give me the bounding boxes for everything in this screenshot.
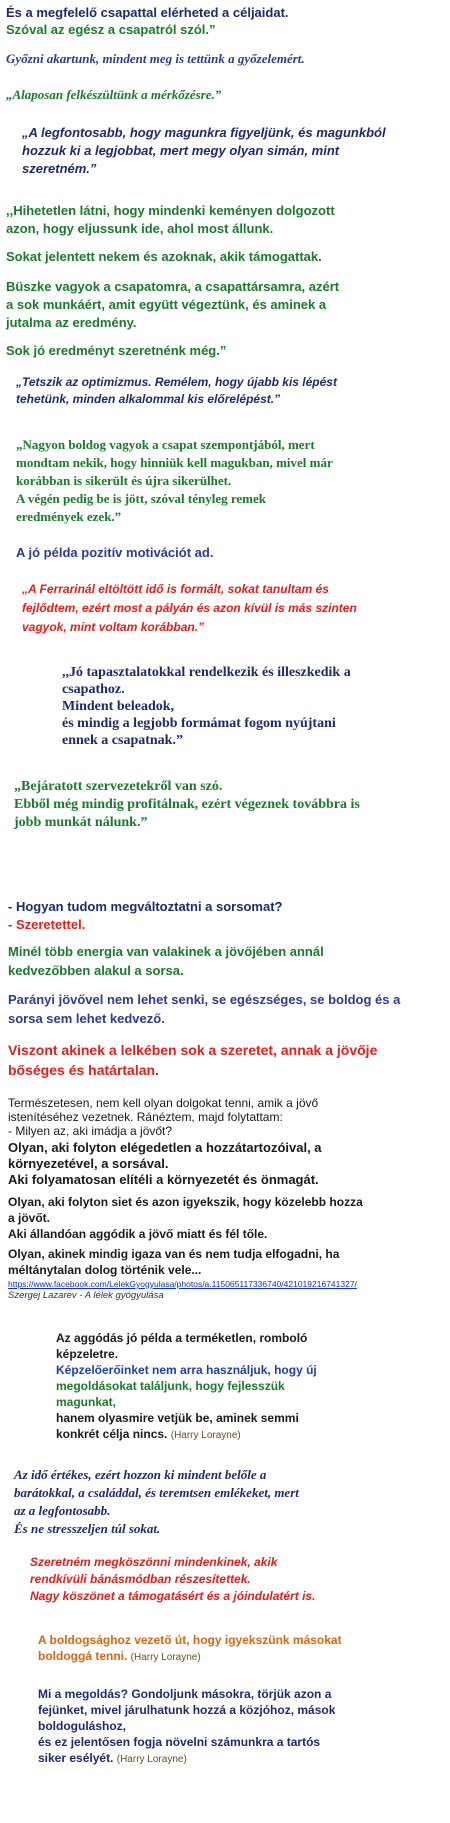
text-line: jutalma az eredmény.: [6, 315, 137, 330]
text-line: rendkívüli bánásmódban részesítettek.: [30, 1572, 251, 1586]
text-line: csapathoz.: [62, 682, 125, 697]
text-line: Minél több energia van valakinek a jövőjében annál: [8, 944, 324, 959]
text-line: az a legfontosabb.: [14, 1503, 111, 1518]
text-line: tehetünk, minden alkalommal kis előrelépést.”: [16, 392, 281, 406]
text-line: barátokkal, a családdal, és teremtsen emlékeket, mert: [14, 1485, 299, 1500]
quote-hard-work: [6, 202, 335, 238]
text-line: korábban is sikerült és újra sikerülhet.: [16, 473, 232, 488]
quote-good-example: [16, 544, 213, 561]
text-line: Nagy köszönet a támogatásért és a jóindulatért is.: [30, 1589, 316, 1603]
text-line: méltánytalan dolog történik vele...: [8, 1263, 202, 1277]
text-fragment: siker esélyét.: [38, 1751, 114, 1765]
text-line: szeretném.”: [22, 161, 97, 176]
text-line: Győzni akartunk, mindent meg is tettünk a győzelemért.: [6, 51, 305, 66]
text-line: Sokat jelentett nekem és azoknak, akik támogattak.: [6, 249, 322, 264]
text-line: „Nagyon boldog vagyok a csapat szempontjából, mert: [16, 437, 315, 452]
text-line: Olyan, aki folyton siet és azon igyekszik, hogy közelebb hozza: [8, 1195, 363, 1209]
quote-thanks: [30, 1554, 315, 1605]
text-line: ,,Jó tapasztalatokkal rendelkezik és illeszkedik a: [62, 665, 351, 680]
text-line: jobb munkát nálunk.”: [14, 815, 148, 830]
text-line: A végén pedig be is jött, szóval tényleg remek: [16, 491, 266, 506]
quote-optimism: [16, 374, 337, 408]
text-line: mondtam nekik, hogy hinniük kell magukban, mivel már: [16, 455, 333, 470]
text-line: Aki folyamatosan elítéli a környezetét és önmagát.: [8, 1172, 319, 1187]
text-line: kedvezőbben alakul a sorsa.: [8, 963, 184, 978]
text-hurry: [8, 1194, 363, 1242]
quote-support: [6, 248, 322, 265]
text-line: bőséges és határtalan.: [8, 1062, 159, 1078]
text-line: - Szeretettel.: [8, 917, 86, 932]
text-line: környezetével, a sorsával.: [8, 1156, 169, 1171]
text-line: boldoguláshoz,: [38, 1719, 126, 1733]
text-line: vagyok, mint voltam korábban.”: [22, 620, 205, 634]
text-line: Mindent beleadok,: [62, 699, 175, 714]
text-line: Az idő értékes, ezért hozzon ki mindent belőle a: [14, 1467, 267, 1482]
quote-time-valuable: [14, 1466, 299, 1538]
text-line: „Bejáratott szervezetekről van szó.: [14, 779, 223, 794]
text-line: és ez jelentősen fogja növelni számunkra a tartós: [38, 1735, 321, 1749]
text-line-with-author: [38, 1648, 342, 1666]
quote-solution: [38, 1686, 335, 1768]
text-love-future: [8, 1040, 377, 1080]
text-line: Viszont akinek a lelkében sok a szeretet, annak a jövője: [8, 1042, 378, 1058]
text-line: „Alaposan felkészültünk a mérkőzésre.”: [6, 87, 222, 102]
quote-happiness-road: [38, 1632, 342, 1666]
text-line: magunkat,: [56, 1395, 117, 1409]
text-line: fejlődtem, ezért most a pályán és azon kívül is más szinten: [22, 601, 357, 615]
text-line: „Tetszik az optimizmus. Remélem, hogy újabb kis lépést: [16, 375, 337, 389]
text-line: „A legfontosabb, hogy magunkra figyeljünk, és magunkból: [22, 125, 386, 140]
text-line: azon, hogy eljussunk ide, ahol most állunk.: [6, 221, 274, 236]
text-line: - Hogyan tudom megváltoztatni a sorsomat?: [8, 899, 283, 914]
quote-more-results: [6, 342, 226, 359]
text-line: hozzuk ki a legjobbat, mert megy olyan simán, mint: [22, 143, 340, 158]
quote-organizations: [14, 778, 360, 832]
text-line: és mindig a legjobb formámat fogom nyújtani: [62, 716, 336, 731]
text-line: Olyan, aki folyton elégedetlen a hozzátartozóival, a: [8, 1140, 322, 1155]
author-attribution: (Harry Lorayne): [130, 1652, 201, 1663]
text-fragment: konkrét célja nincs.: [56, 1427, 168, 1441]
text-worship-future: [8, 1096, 318, 1138]
text-energy-future: [8, 942, 324, 980]
text-line: Képzelőerőinket nem arra használjuk, hogy új: [56, 1363, 317, 1377]
text-line: A boldogsághoz vezető út, hogy igyekszünk másokat: [38, 1633, 342, 1647]
quote-win: [6, 50, 305, 67]
text-line: Büszke vagyok a csapatomra, a csapattársamra, azért: [6, 279, 340, 294]
text-line: megoldásokat találjunk, hogy fejlesszük: [56, 1379, 285, 1393]
text-line-with-author: [56, 1426, 317, 1444]
text-line: És a megfelelő csapattal elérheted a céljaidat.: [6, 5, 289, 20]
text-line: Szeretném megköszönni mindenkinek, akik: [30, 1555, 278, 1569]
text-line: A jó példa pozitív motivációt ad.: [16, 545, 214, 560]
text-line-with-author: [38, 1750, 335, 1768]
text-line: „A Ferrarinál eltöltött idő is formált, sokat tanultam és: [22, 582, 329, 596]
question-fate: [8, 898, 282, 915]
text-line: Parányi jövővel nem lehet senki, se egészséges, se boldog és a: [8, 992, 401, 1007]
author-attribution: (Harry Lorayne): [116, 1754, 187, 1765]
answer-love: [8, 916, 85, 933]
text-dissatisfied: [8, 1140, 322, 1188]
text-line: eredmények ezek.”: [16, 509, 122, 524]
text-line: képzeletre.: [56, 1347, 119, 1361]
text-line: Szóval az egész a csapatról szól.”: [6, 22, 216, 37]
text-line: Olyan, akinek mindig igaza van és nem tudja elfogadni, ha: [8, 1247, 340, 1261]
quote-experience: [62, 664, 351, 749]
quote-proud: [6, 278, 339, 332]
author-attribution: (Harry Lorayne): [170, 1430, 241, 1441]
text-always-right: [8, 1246, 339, 1278]
quote-prepared: [6, 86, 221, 103]
text-line: hanem olyasmire vetjük be, aminek semmi: [56, 1411, 299, 1425]
text-line: fejünket, mivel járulhatunk hozzá a közjóhoz, mások: [38, 1703, 336, 1717]
text-line: Az aggódás jó példa a terméketlen, romboló: [56, 1331, 308, 1345]
text-line: Ebből még mindig profitálnak, ezért végeznek továbbra is: [14, 797, 360, 812]
source-caption: Szergej Lazarev - A lélek gyógyulása: [8, 1290, 164, 1301]
text-line: sorsa sem lehet kedvező.: [8, 1011, 165, 1026]
text-line: És ne stresszeljen túl sokat.: [14, 1521, 161, 1536]
quote-focus: [22, 124, 386, 178]
text-line: a jövőt.: [8, 1211, 51, 1225]
text-line: ennek a csapatnak.”: [62, 733, 183, 748]
text-line: ,,Hihetetlen látni, hogy mindenki keményen dolgozott: [6, 203, 335, 218]
text-line: Aki állandóan aggódik a jövő miatt és fél tőle.: [8, 1227, 268, 1241]
text-fragment: boldoggá tenni.: [38, 1649, 128, 1663]
quote-worry: [56, 1330, 317, 1444]
text-line: - Milyen az, aki imádja a jövőt?: [8, 1124, 173, 1138]
text-line: a sok munkáért, amit együtt végeztünk, és aminek a: [6, 297, 327, 312]
source-link[interactable]: https://www.facebook.com/LelekGyogyulasa/photos/a.115065117336740/421019216741327/: [8, 1279, 357, 1289]
quote-team-goals: [6, 4, 289, 38]
text-line: Sok jó eredményt szeretnénk még.”: [6, 343, 227, 358]
source-reference: [8, 1279, 357, 1302]
text-tiny-future: [8, 990, 400, 1028]
text-line: Természetesen, nem kell olyan dolgokat tenni, amik a jövő: [8, 1096, 319, 1110]
text-line: istenítéséhez vezetnek. Ránéztem, majd folytattam:: [8, 1110, 283, 1124]
quote-happy-team: [16, 436, 333, 526]
text-line: Mi a megoldás? Gondoljunk másokra, törjük azon a: [38, 1687, 332, 1701]
quote-ferrari: [22, 580, 357, 637]
